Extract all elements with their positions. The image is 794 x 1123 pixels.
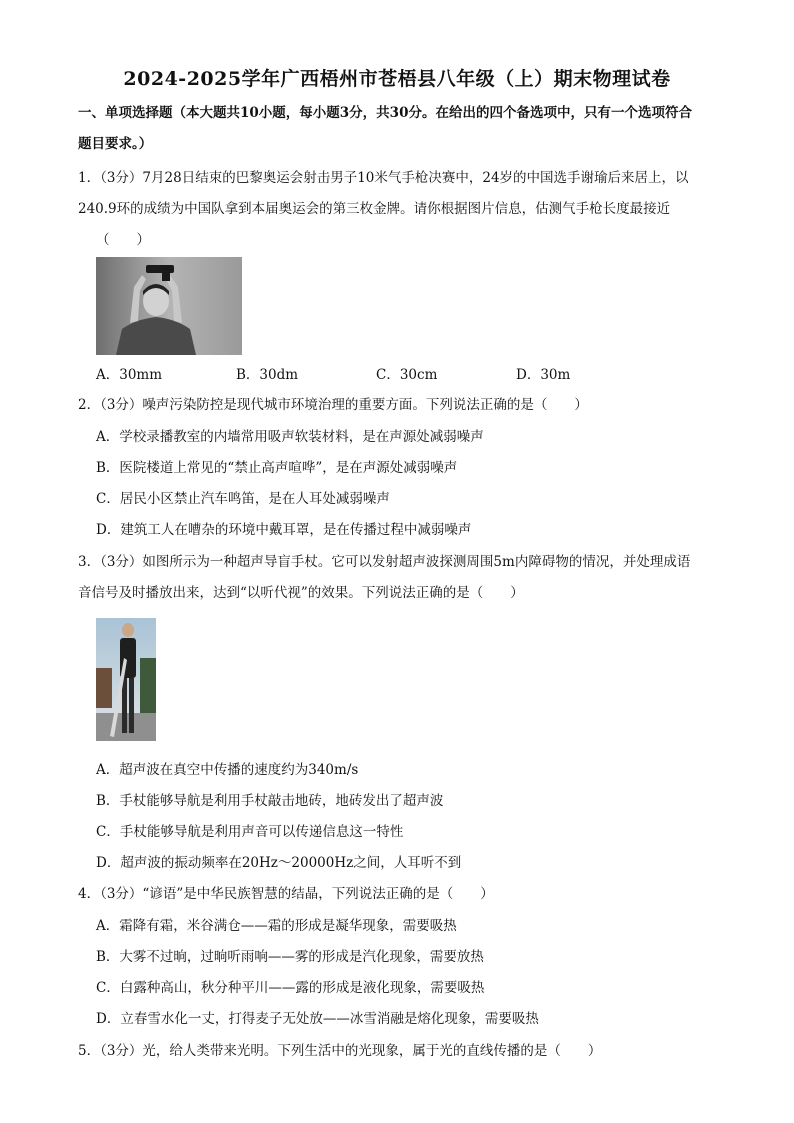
- q1-stem-line3: （ ）: [96, 232, 150, 248]
- q5-stem: 5．（3分）光，给人类带来光明。下列生活中的光现象，属于光的直线传播的是（ ）: [78, 1043, 602, 1059]
- q2-option-a[interactable]: A．学校录播教室的内墙常用吸声软装材料，是在声源处减弱噪声: [96, 429, 484, 445]
- q3-stem-line1: 3．（3分）如图所示为一种超声导盲手杖。它可以发射超声波探测周围5m内障碍物的情况，并处理成语: [78, 554, 691, 570]
- q1-options: [96, 364, 696, 386]
- q3-option-c[interactable]: C．手杖能够导航是利用声音可以传递信息这一特性: [96, 824, 404, 840]
- q1-option-b[interactable]: B．30dm: [236, 367, 299, 383]
- section-heading-line2: 题目要求。）: [78, 136, 153, 152]
- q1-option-c[interactable]: C．30cm: [376, 367, 438, 383]
- q2-option-b[interactable]: B．医院楼道上常见的“禁止高声喧哗”，是在声源处减弱噪声: [96, 460, 458, 476]
- q3-option-b[interactable]: B．手杖能够导航是利用手杖敲击地砖，地砖发出了超声波: [96, 793, 444, 809]
- q1-stem-line2: 240.9环的成绩为中国队拿到本届奥运会的第三枚金牌。请你根据图片信息，估测气手枪长度最接近: [78, 201, 671, 217]
- q2-option-c[interactable]: C．居民小区禁止汽车鸣笛，是在人耳处减弱噪声: [96, 491, 390, 507]
- page-title: 2024-2025学年广西梧州市苍梧县八年级（上）期末物理试卷: [123, 68, 671, 90]
- q4-stem: 4．（3分）“谚语”是中华民族智慧的结晶，下列说法正确的是（ ）: [78, 886, 494, 902]
- q3-stem-line2: 音信号及时播放出来，达到“以听代视”的效果。下列说法正确的是（ ）: [78, 585, 524, 601]
- q2-stem: 2．（3分）噪声污染防控是现代城市环境治理的重要方面。下列说法正确的是（ ）: [78, 397, 588, 413]
- q1-stem-line1: 1．（3分）7月28日结束的巴黎奥运会射击男子10米气手枪决赛中，24岁的中国选手谢瑜后来居上，以: [78, 170, 689, 186]
- q4-option-a[interactable]: A．霜降有霜，米谷满仓——霜的形成是凝华现象，需要吸热: [96, 918, 457, 934]
- q3-option-a[interactable]: A．超声波在真空中传播的速度约为340m/s: [96, 762, 359, 778]
- q1-shooter-photo: [96, 257, 242, 355]
- q4-option-c[interactable]: C．白露种高山，秋分种平川——露的形成是液化现象，需要吸热: [96, 980, 485, 996]
- q3-cane-photo: [96, 618, 156, 741]
- section-heading-line1: 一、单项选择题（本大题共10小题，每小题3分，共30分。在给出的四个备选项中，只有一个选项符合: [78, 105, 692, 121]
- q1-option-a[interactable]: A．30mm: [96, 367, 163, 383]
- q1-option-d[interactable]: D．30m: [516, 367, 571, 383]
- q2-option-d[interactable]: D．建筑工人在嘈杂的环境中戴耳罩，是在传播过程中减弱噪声: [96, 522, 472, 538]
- q4-option-b[interactable]: B．大雾不过晌，过晌听雨响——雾的形成是汽化现象，需要放热: [96, 949, 484, 965]
- q4-option-d[interactable]: D．立春雪水化一丈，打得麦子无处放——冰雪消融是熔化现象，需要吸热: [96, 1011, 539, 1027]
- q3-option-d[interactable]: D．超声波的振动频率在20Hz～20000Hz之间，人耳听不到: [96, 855, 462, 871]
